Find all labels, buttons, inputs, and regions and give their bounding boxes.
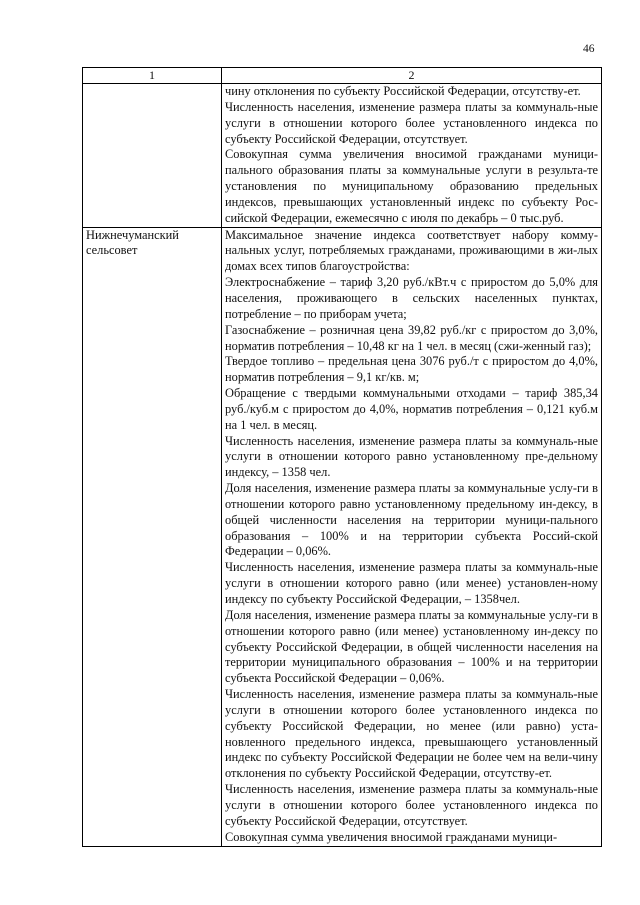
paragraph: Доля населения, изменение размера платы за коммунальные услу-ги в отношении которого равно (или менее) установленному ин-дексу по субъекту Российской Федерации, в общей численности населения на территории муниципального образования – 100% и на территории субъекта Российской Федерации – 0,06%. <box>225 607 598 686</box>
paragraph: Газоснабжение – розничная цена 39,82 руб./кг с приростом до 3,0%, норматив потребления – 10,48 кг на 1 чел. в месяц (сжи-женный газ); <box>225 322 598 353</box>
column-header: 1 <box>83 68 222 84</box>
paragraph: Численность населения, изменение размера платы за коммуналь-ные услуги в отношении которого более установленного индекса по субъекту Российской Федерации, отсутствует. <box>225 782 598 828</box>
paragraph: Доля населения, изменение размера платы за коммунальные услу-ги в отношении которого равно установленному предельному ин-дексу, в общей численности населения на территории муници-пального образования – 100% и на территории субъекта Россий-ской Федерации – 0,06%. <box>225 481 598 559</box>
row-label <box>83 84 222 228</box>
paragraph: Электроснабжение – тариф 3,20 руб./кВт.ч с приростом до 5,0% для населения, проживающего в сельских населенных пунктах, потребление – по приборам учета; <box>225 275 598 321</box>
paragraph: Совокупная сумма увеличения вносимой гражданами муници- <box>225 829 558 844</box>
paragraph: Обращение с твердыми коммунальными отходами – тариф 385,34 руб./куб.м с приростом до 4,0%, норматив потребления – 0,121 куб.м на 1 чел. в месяц. <box>225 386 598 432</box>
paragraph: Численность населения, изменение размера платы за коммуналь-ные услуги в отношении которого равно установленному пре-дельному индексу, – 1358 чел. <box>225 433 598 480</box>
paragraph: Совокупная сумма увеличения вносимой гражданами муници-пального образования платы за коммунальные услуги в результа-те установления по муниципальному образованию предельных индексов, превышающих установленный индекс по субъекту Рос-сийской Федерации, ежемесячно с июля по декабрь – 0 тыс.руб. <box>225 147 598 225</box>
data-table <box>82 67 602 847</box>
row-label: Нижнечуманский сельсовет <box>83 227 222 846</box>
page-number: 46 <box>583 43 595 55</box>
table-header-row <box>83 68 602 84</box>
row-content <box>222 227 602 846</box>
row-content <box>222 84 602 228</box>
paragraph: Численность населения, изменение размера платы за коммуналь-ные услуги в отношении которого более установленного индекса по субъекту Российской Федерации, отсутствует. <box>225 99 598 146</box>
column-header: 2 <box>222 68 602 84</box>
paragraph: Численность населения, изменение размера платы за коммуналь-ные услуги в отношении которого равно (или менее) установлен-ному индексу по субъекту Российской Федерации, – 1358чел. <box>225 560 598 606</box>
table-row <box>83 84 602 228</box>
paragraph: Максимальное значение индекса соответствует набору комму-нальных услуг, потребляемых гражданами, проживающими в жи-лых домах всех типов благоустройства: <box>225 227 598 274</box>
paragraph: Численность населения, изменение размера платы за коммуналь-ные услуги в отношении которого более установленного индекса по субъекту Российской Федерации, но менее (или равно) уста-новленного предельного индекса, превышающего установленный индекс по субъекту Российской Федерации не более чем на вели-чину отклонения по субъекту Российской Федерации, отсутству-ет. <box>225 687 598 781</box>
paragraph: Твердое топливо – предельная цена 3076 руб./т с приростом до 4,0%, норматив потребления – 9,1 кг/кв. м; <box>225 354 598 385</box>
paragraph: чину отклонения по субъекту Российской Федерации, отсутству-ет. <box>225 84 581 98</box>
table-row <box>83 227 602 846</box>
